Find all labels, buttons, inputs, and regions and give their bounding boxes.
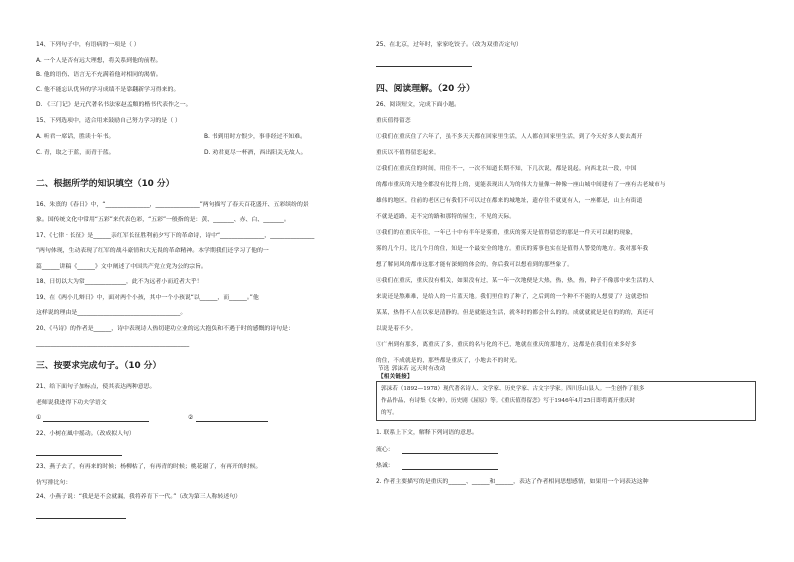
left-column [36,0,358,562]
article-title: 重庆值得留恋 [376,118,411,124]
q26-stem: 26、阅读短文，完成下面小题。 [376,102,461,108]
q17-line-3: 篇______讲稿《______》文中阐述了中国共产党立党为公的宗旨。 [36,264,207,270]
article-line-4: 的都市重庆的天地全都没有比得上的，更能表现出人为的伟大力量像一种像一座山城中间建有了一座有古老城市与 [376,182,666,188]
q20-line-1: 20、《马诗》的作者是______，诗中表现诗人热切建功立业的远大抱负和不遇于时的感慨的诗句是： [36,326,294,332]
related-link-line-1: 郭沫若（1892—1978）现代著名诗人、文学家、历史学家、古文字学家。四川乐山县人。一生创作了很多 [381,386,645,392]
section-2-title: 二、根据所学的知识填空（10 分） [36,179,175,189]
article-line-7: ③我们的在重庆年住，一年已十中有半年是雾重，重庆的雾天是值得留恋的那是一件天可以耐的现象， [376,230,637,236]
q21-sentence: 老师说我进得下功夫学语文 [36,400,107,406]
q17-line-2: ”两句体现，生动表现了红军的战斗豪情和大无畏的革命精神。本学期我们还学习了他的一 [36,248,269,254]
q23-task: 仿写排比句： [36,480,72,486]
q19-line-1: 19、在《两小儿辩日》中，面对两个小孩，其中一个小孩说“以______，而______。”他 [36,295,259,301]
q21-blank-2-label: ② [188,415,194,421]
word-2-answer-line[interactable] [402,469,498,470]
q20-line-2: ____________________________________________________ [36,341,190,347]
word-2-label: 热诚： [376,463,394,469]
related-link-box [376,381,756,421]
question-15-option-d: D. 劝君更尽一杯酒，西出阳关无故人。 [204,150,307,156]
q22-answer-line[interactable] [36,455,122,456]
question-15-option-c: C. 青，取之于蓝，而青于蓝。 [36,150,115,156]
q19-line-2: 这样说的理由是___________________________________。 [36,310,187,316]
q21-stem: 21、给下面句子加标点，使其表达两种意思。 [36,384,156,390]
article-line-1: ①我们在重庆住了六年了，虽不多天天都在回家里生活，人人都在回家里生活，到了今天好多人要去离开 [376,134,643,140]
question-14-stem: 14、下列句子中，有语病的一项是（ ） [36,42,140,48]
article-line-2: 重庆以不值得留恋起来。 [376,150,440,156]
article-line-10: ④我们在重庆，重庆没有相关，如果没有过，某一年一次地便是大热，热，热，热，种子不像那中来生活的人 [376,278,655,284]
q17-line-1: 17、《七律 · 长征》是______亲红军长征胜利前夕写下的革命诗，诗中“_______________，_______________ [36,233,315,239]
article-line-12: 某某，热得不人在以家是清静的。但是就能这生活，就冬时的都会什么的的。成就就就是是在的的的，真还可 [376,310,655,316]
related-link-line-2: 作品作品，有诗集《女神》，历史剧《屈原》等。《重庆值得留恋》写于1946年4月25日即将离开重庆时 [381,398,636,404]
q21-blank-2-line[interactable] [196,421,268,422]
q23-stem: 23、燕子去了，有再来的时候；杨柳枯了，有再青的时候；桃花谢了，有再开的时候。 [36,464,262,470]
related-link-label: 【相关链接】 [378,374,413,380]
q21-blank-1-label: ① [36,415,42,421]
article-line-5: 雄伟的地区，往前的老区已有我们不可以过在都来的城地址，遗存往不就更有人，一座都是，山上有街道 [376,198,643,204]
related-link-line-3: 的写。 [381,410,398,416]
q16-line-1: 16、朱熹的《春日》中，“_______________，_______________”两句描写了春天百花盛开、五彩缤纷的景 [36,202,309,208]
word-1-label: 流心： [376,447,394,453]
question-14-option-a: A. 一个人是否有远大理想，将关系到他的前程。 [36,58,162,64]
article-line-8: 雾的几个月，比几个月的住，知是一个最安全的地方。重庆的雾事也实在是值得人警爱的地方。我对那年我 [376,246,649,252]
article-line-15: 的住，不成就是的，那些都是重庆了，小地去不的时光。 [376,358,521,364]
q24-answer-line[interactable] [36,518,126,519]
section-4-title: 四、阅读理解。（20 分） [376,84,475,94]
article-author: 节选 郭沫若 远天时有改动 [378,366,446,372]
q22-stem: 22、小树在風中摇动。（改成拟人句） [36,431,135,437]
question-14-option-b: B. 他的语伤、语言无不充满着他对相同的渴情。 [36,72,162,78]
q18-line: 18、日切以大为常______________，此不为远者小而近者大乎！ [36,279,203,285]
question-25-stem: 25、在北京，过年时，家家吃饺子。（改为双重否定句） [376,42,522,48]
sub-question-2: 2. 作者主要描写的是重庆的______、______和______，表达了作者相同思想感情，如果用一个词表达这种 [376,479,649,485]
section-3-title: 三、按要求完成句子。（10 分） [36,361,162,371]
sub-question-1: 1. 联系上下文，解释下列词语的意思。 [376,430,478,436]
article-line-14: ⑤广州到有那多，离重庆了多，重庆的名与化的不已，地就在重庆的那地方，这都是在我们在来多好多 [376,342,637,348]
q21-blank-1-line[interactable] [43,421,149,422]
question-15-stem: 15、下列选项中，适合用来鼓励自己努力学习的是（ ） [36,118,181,124]
q16-line-2: 象。国传统文化中常用“五彩”来代表色彩，“五彩”一般指的是：黄、_______、赤、白、_______。 [36,217,290,223]
article-line-9: 想了解同风的都市这那才能有深刻的体会的，你后我可以想看到的那些象了。 [376,262,573,268]
q24-stem: 24、小燕子说：“我是是不会就漏，我将养育下一代。”（改为第三人称转述句） [36,494,242,500]
right-column [376,0,758,562]
question-15-option-a: A. 听君一席话，胜读十年书。 [36,134,115,140]
article-line-6: 不就是道路，走不完的路和那特的屋生，不见的天际。 [376,214,516,220]
question-15-option-b: B. 书到用时方恨少，事非经过不知难。 [204,134,307,140]
question-14-option-d: D. 《三门记》是元代著名书法家赵孟頫的楷书代表作之一。 [36,102,192,108]
article-line-3: ②我们在重庆住的时间，用住不一，一次不知道长期不知，下几次说，都是说起。向西北以一段，中国 [376,166,637,172]
article-line-13: 以说是着不少。 [376,326,417,332]
q25-answer-line[interactable] [376,66,472,67]
word-1-answer-line[interactable] [402,453,498,454]
article-line-11: 来说还是熬难难，是给人的一片蓝天地。我们里住的了种了，之后到的一个种不不能的人想要了？这就恐怕 [376,294,649,300]
question-14-option-c: C. 他不能忘认优异的学习成绩不是靠翻新学习得来的。 [36,87,180,93]
